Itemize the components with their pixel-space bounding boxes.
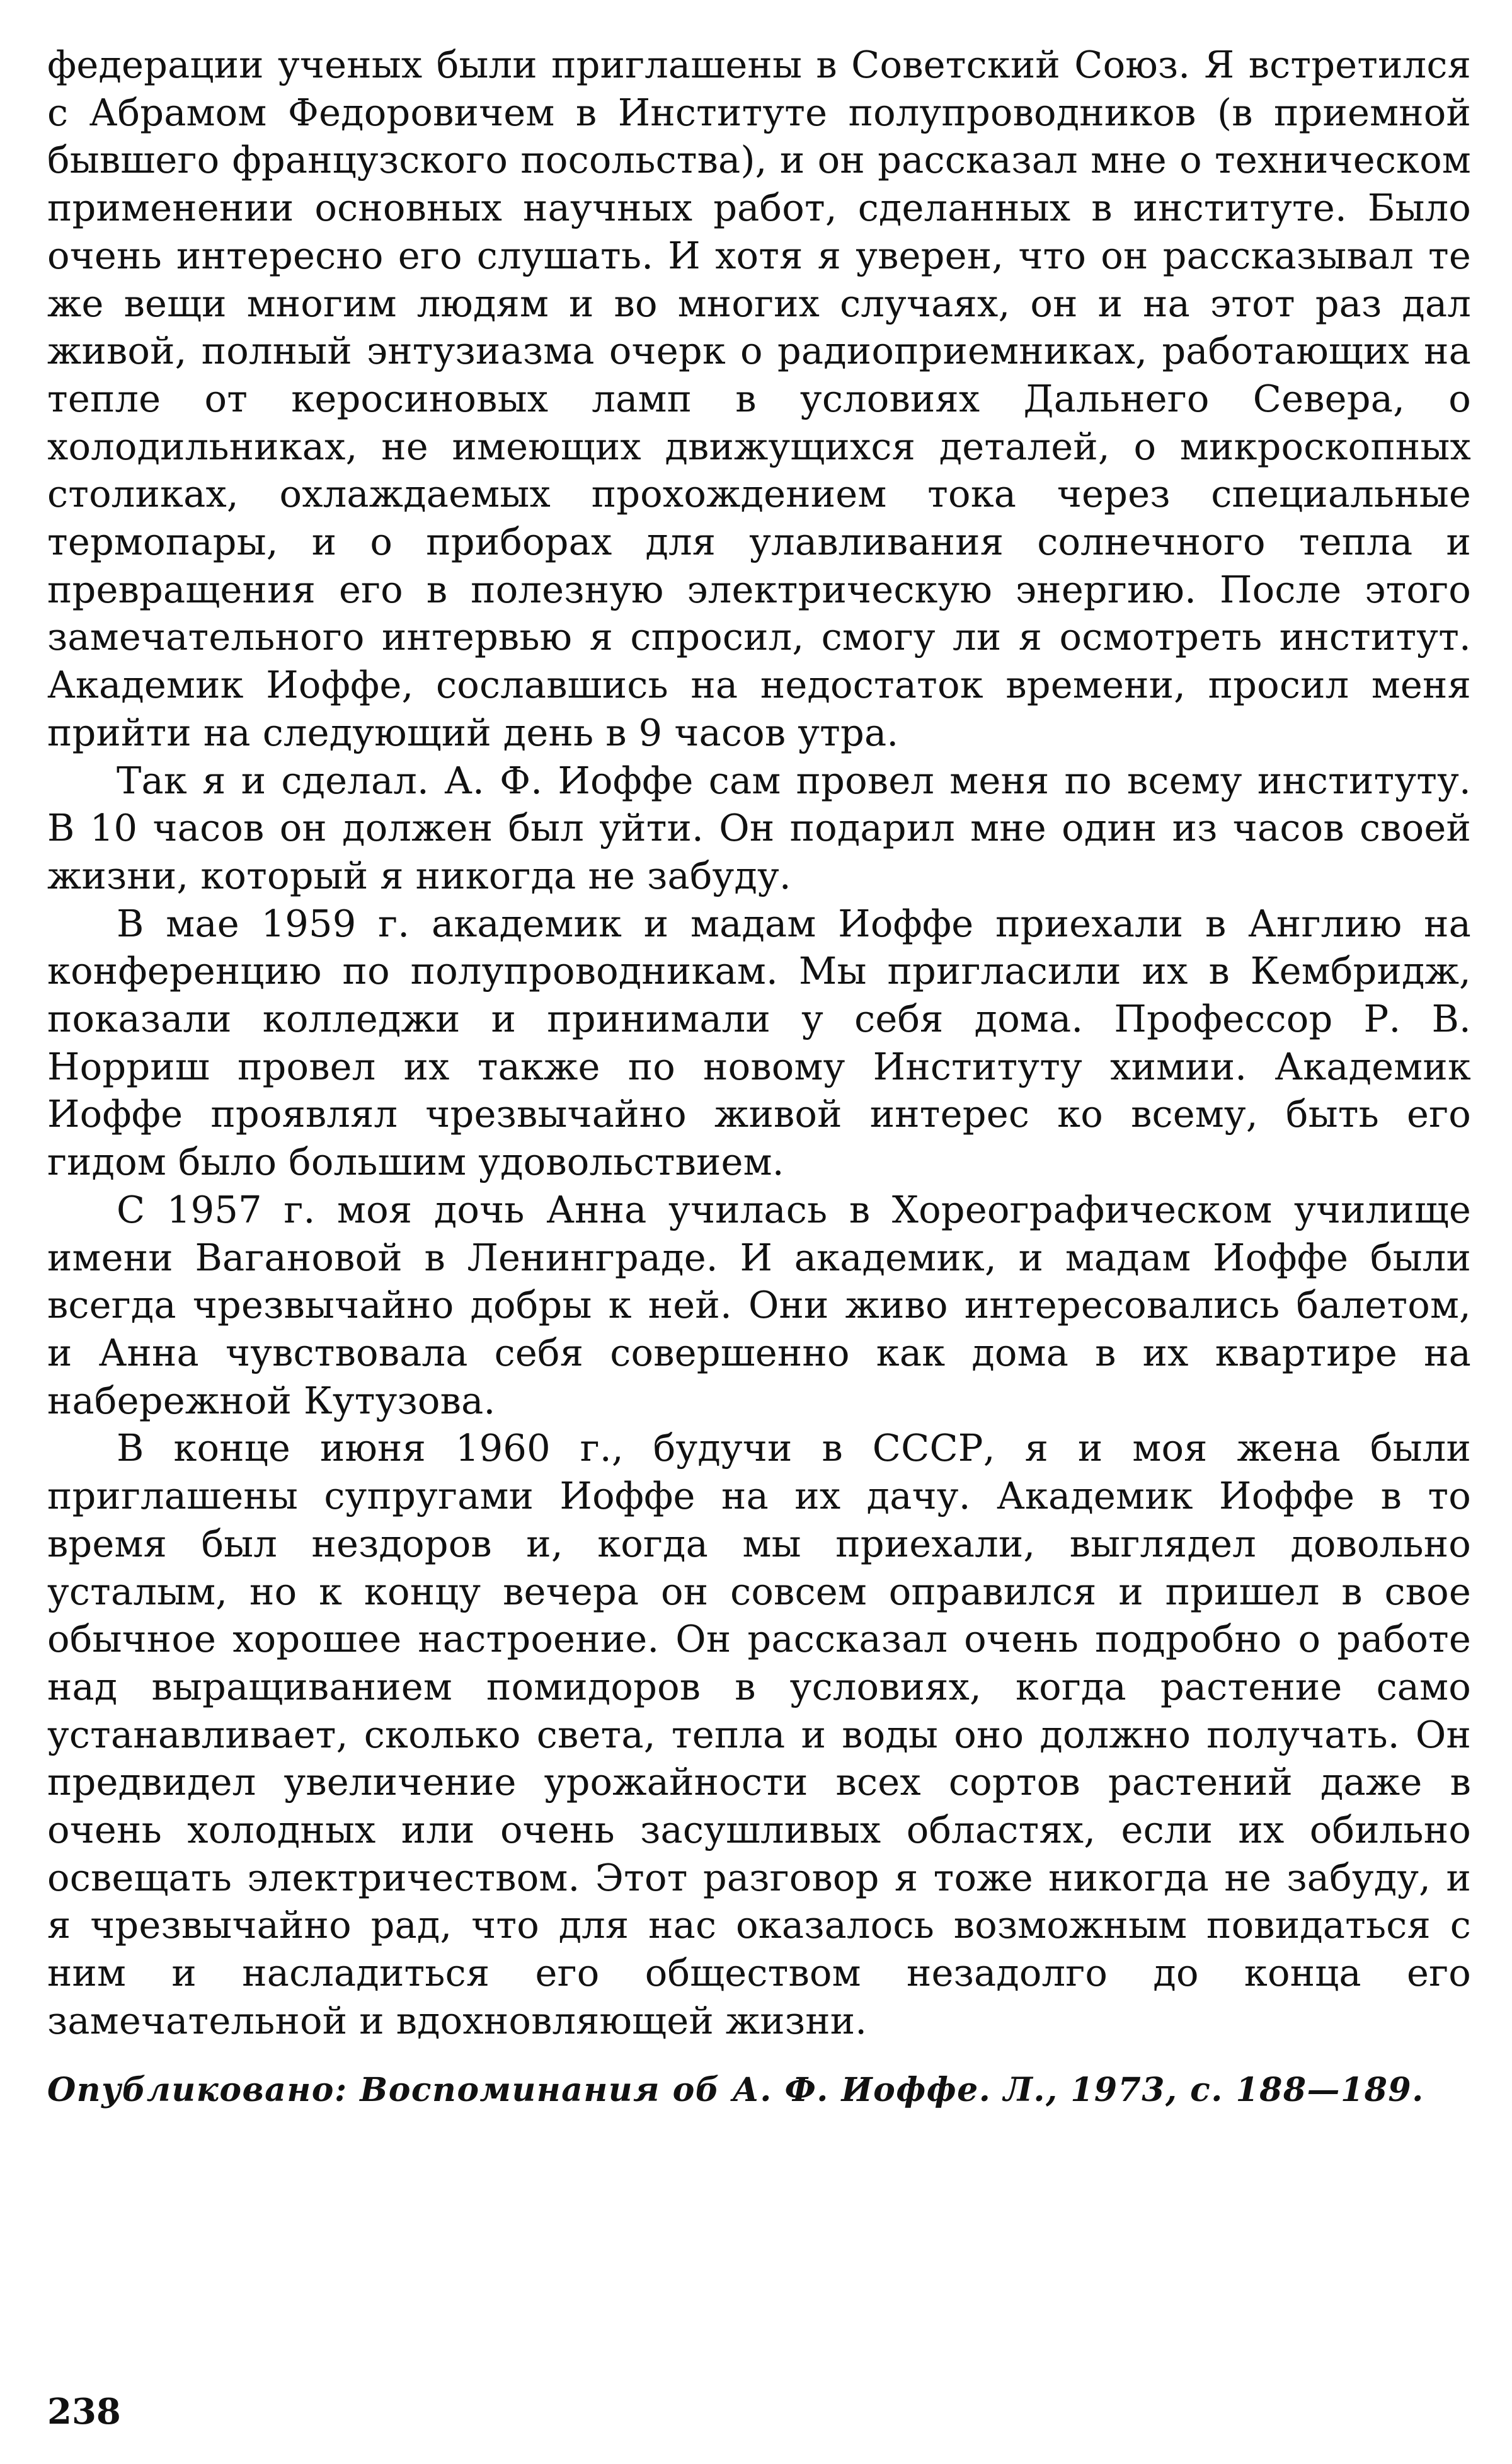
publication-note: Опубликовано: Воспоминания об А. Ф. Иоффе. Л., 1973, с. 188—189.: [47, 2071, 1424, 2109]
body-text: [47, 41, 1471, 2045]
paragraph-institute-visit: Так я и сделал. А. Ф. Иоффе сам провел меня по всему институту. В 10 часов он должен был уйти. Он подарил мне один из часов своей жизни, который я никогда не забуду.: [47, 758, 1471, 897]
paragraph-england-visit: В мае 1959 г. академик и мадам Иоффе приехали в Англию на конференцию по полупроводникам. Мы пригласили их в Кембридж, показали колледжи и принимали у себя дома. Профессор Р. В. Норриш провел их также по новому Институту химии. Академик Иоффе проявлял чрезвычайно живой интерес ко всему, быть его гидом было большим удовольствием.: [47, 901, 1471, 1184]
paragraph-anna: С 1957 г. моя дочь Анна училась в Хореографическом училище имени Вагановой в Ленинграде. И академик, и мадам Иоффе были всегда чрезвычайно добры к ней. Они живо интересовались балетом, и Анна чувствовала себя совершенно как дома в их квартире на набережной Кутузова.: [47, 1187, 1471, 1422]
paragraph-continued: федерации ученых были приглашены в Советский Союз. Я встретился с Абрамом Федоровичем в Институте полупроводников (в приемной бывшего французского посольства), и он рассказал мне о техническом применении основных научных работ, сделанных в институте. Было очень интересно его слушать. И хотя я уверен, что он рассказывал те же вещи многим людям и во многих случаях, он и на этот раз дал живой, полный энтузиазма очерк о радиоприемниках, работающих на тепле от керосиновых ламп в условиях Дальнего Севера, о холодильниках, не имеющих движущихся деталей, о микроскопных столиках, охлаждаемых прохождением тока через специальные термопары, и о приборах для улавливания солнечного тепла и превращения его в полезную электрическую энергию. После этого замечательного интервью я спросил, смогу ли я осмотреть институт. Академик Иоффе, сославшись на недостаток времени, просил меня прийти на следующий день в 9 часов утра.: [47, 43, 1471, 754]
paragraph-dacha: В конце июня 1960 г., будучи в СССР, я и моя жена были приглашены супругами Иоффе на их дачу. Академик Иоффе в то время был нездоров и, когда мы приехали, выглядел довольно усталым, но к концу вечера он совсем оправился и пришел в свое обычное хорошее настроение. Он рассказал очень подробно о работе над выращиванием помидоров в условиях, когда растение само устанавливает, сколько света, тепла и воды оно должно получать. Он предвидел увеличение урожайности всех сортов растений даже в очень холодных или очень засушливых областях, если их обильно освещать электричеством. Этот разговор я тоже никогда не забуду, и я чрезвычайно рад, что для нас оказалось возможным повидаться с ним и насладиться его обществом незадолго до конца его замечательной и вдохновляющей жизни.: [47, 1426, 1471, 2042]
page-number: 238: [47, 2391, 121, 2432]
